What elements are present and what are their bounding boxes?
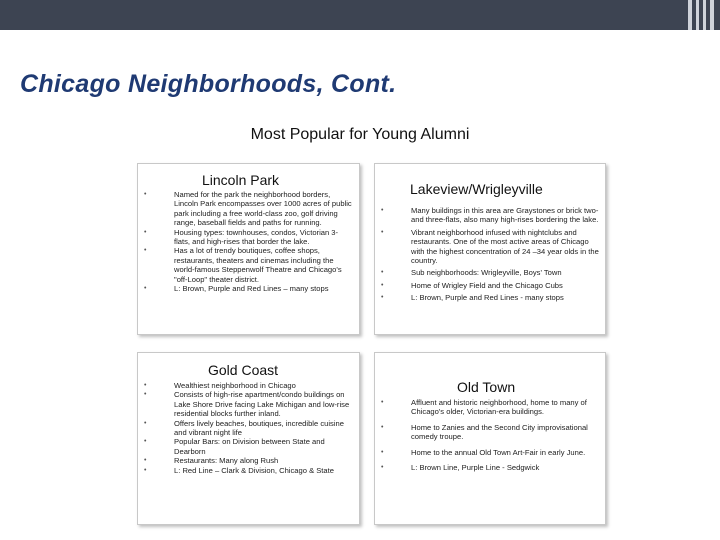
bullet-item — [144, 246, 354, 284]
bullet-text: L: Brown, Purple and Red Lines - many stops — [411, 293, 564, 303]
bullet-text: L: Brown Line, Purple Line - Sedgwick — [411, 463, 540, 473]
bullet-text: Affluent and historic neighborhood, home to many of Chicago's older, Victorian-era buildings. — [411, 398, 587, 417]
bullet-text: Home to Zanies and the Second City improvisational comedy troupe. — [411, 422, 588, 442]
top-bar-accent — [688, 0, 692, 30]
bullet-item — [381, 228, 601, 266]
bullet-item — [381, 268, 601, 277]
bullet-text: Has a lot of trendy boutiques, coffee shops, restaurants, theaters and cinemas including the world-famous Steppenwolf Theatre and Chicago's "off-Loop" theater district. — [174, 246, 342, 284]
bullet-icon: • — [144, 247, 147, 255]
bullet-item — [144, 437, 354, 456]
bullet-icon: • — [381, 294, 384, 302]
top-decorative-bar — [0, 0, 720, 30]
bullet-text: Home to the annual Old Town Art-Fair in early June. — [411, 447, 586, 457]
bullet-item — [144, 284, 354, 293]
bullet-icon: • — [144, 457, 147, 465]
bullet-text: Vibrant neighborhood infused with nightclubs and restaurants. One of the most active areas of Chicago with the highest concentration of 24 –34 year olds in the country. — [411, 227, 599, 266]
bullet-text: Many buildings in this area are Graystones or brick two-and three-flats, also many high-rises bordering the lake. — [411, 206, 599, 225]
bullet-list-lakeview-wrigleyville — [381, 206, 601, 306]
panel-lincoln-park — [137, 163, 360, 335]
bullet-text: L: Brown, Purple and Red Lines – many stops — [174, 284, 329, 294]
panel-lakeview-wrigleyville — [374, 163, 606, 335]
bullet-text: Home of Wrigley Field and the Chicago Cubs — [411, 280, 563, 290]
bullet-item — [381, 423, 601, 442]
bullet-icon: • — [381, 423, 384, 431]
bullet-item — [144, 390, 354, 418]
bullet-icon: • — [381, 281, 384, 289]
bullet-icon: • — [144, 391, 147, 399]
panel-title-gold-coast: Gold Coast — [208, 362, 279, 378]
bullet-icon: • — [144, 191, 147, 198]
bullet-icon: • — [381, 207, 384, 214]
bullet-icon: • — [144, 228, 147, 236]
bullet-item — [381, 206, 601, 225]
panel-title-lakeview-wrigleyville: Lakeview/Wrigleyville — [410, 181, 543, 197]
panel-title-lincoln-park: Lincoln Park — [202, 172, 280, 188]
bullet-text: Wealthiest neighborhood in Chicago — [174, 381, 296, 390]
bullet-text: Named for the park the neighborhood borders, Lincoln Park encompasses over 1000 acres of public park including a free world-class zoo, golf driving range, baseball fields and paths for running. — [174, 190, 352, 228]
bullet-text: Popular Bars: on Division between State and Dearborn — [174, 437, 325, 456]
bullet-icon: • — [381, 399, 384, 406]
bullet-item — [144, 381, 354, 390]
bullet-list-gold-coast — [144, 381, 354, 475]
bullet-list-lincoln-park — [144, 190, 354, 293]
bullet-item — [144, 228, 354, 247]
bullet-text: Housing types: townhouses, condos, Victorian 3-flats, and high-rises that border the lake. — [174, 227, 339, 247]
panel-title-old-town: Old Town — [457, 379, 516, 395]
bullet-icon: • — [144, 285, 147, 293]
bullet-icon: • — [144, 419, 147, 427]
panel-gold-coast — [137, 352, 360, 525]
bullet-icon: • — [381, 464, 384, 472]
bullet-icon: • — [381, 269, 384, 277]
bullet-text: Sub neighborhoods: Wrigleyville, Boys' Town — [411, 268, 562, 278]
bullet-icon: • — [144, 466, 147, 474]
bullet-item — [381, 398, 601, 417]
bullet-icon: • — [144, 382, 147, 389]
bullet-item — [144, 456, 354, 465]
slide-subtitle: Most Popular for Young Alumni — [250, 126, 470, 143]
bullet-item — [144, 419, 354, 438]
bullet-text: Restaurants: Many along Rush — [174, 456, 279, 466]
bullet-text: Offers lively beaches, boutiques, incredible cuisine and vibrant night life — [174, 418, 344, 438]
top-bar-accent — [696, 0, 699, 30]
bullet-text: L: Red Line – Clark & Division, Chicago & State — [174, 465, 334, 475]
bullet-icon: • — [144, 438, 147, 446]
slide-title: Chicago Neighborhoods, Cont. — [20, 70, 397, 98]
bullet-text: Consists of high-rise apartment/condo buildings on Lake Shore Drive facing Lake Michigan and low-rise residential blocks further inland. — [174, 390, 350, 419]
bullet-list-old-town — [381, 398, 601, 478]
bullet-icon: • — [381, 228, 384, 236]
bullet-icon: • — [381, 448, 384, 456]
bullet-item — [381, 463, 601, 472]
bullet-item — [144, 190, 354, 228]
top-bar-accent — [710, 0, 714, 30]
bullet-item — [381, 281, 601, 290]
bullet-item — [381, 448, 601, 457]
bullet-item — [144, 466, 354, 475]
panel-old-town — [374, 352, 606, 525]
bullet-item — [381, 293, 601, 302]
top-bar-accent — [703, 0, 706, 30]
